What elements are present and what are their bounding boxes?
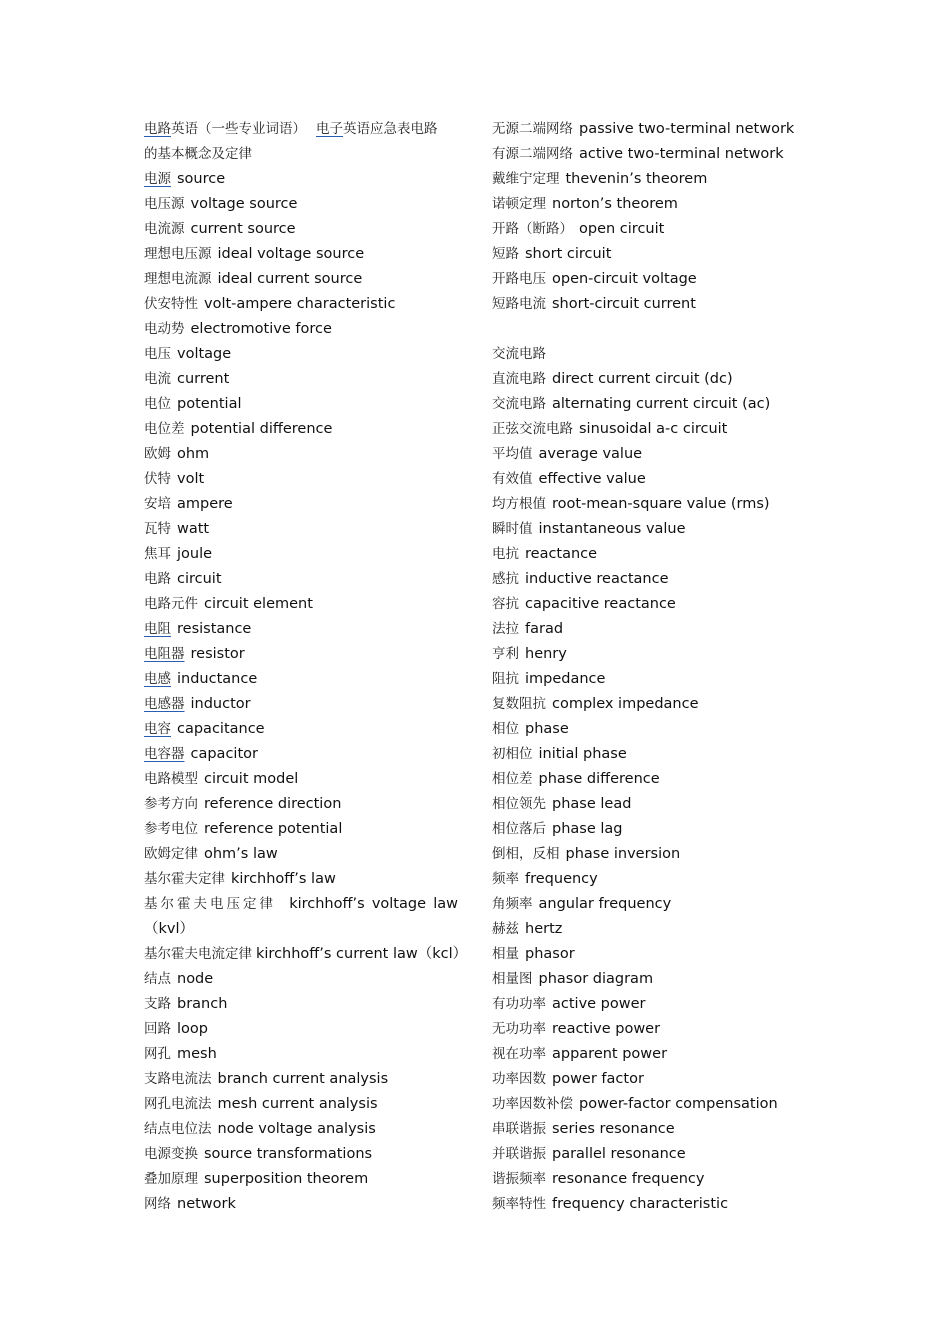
term-row <box>492 867 822 892</box>
term-zh: 阻抗 <box>492 671 519 687</box>
term-zh[interactable]: 电感器 <box>144 696 185 712</box>
term-zh: 谐振频率 <box>492 1171 546 1187</box>
term-en: kirchhoff’s current law（kcl） <box>256 946 468 962</box>
term-row <box>144 492 462 517</box>
term-en: node <box>177 971 214 987</box>
term-zh: 频率 <box>492 871 519 887</box>
term-zh[interactable]: 电阻器 <box>144 646 185 662</box>
term-en: potential difference <box>190 421 333 437</box>
term-en: watt <box>177 521 210 537</box>
term-zh: 理想电流源 <box>144 271 212 287</box>
term-zh: 短路 <box>492 246 519 262</box>
term-en: resistance <box>177 621 252 637</box>
term-row <box>492 717 822 742</box>
term-row <box>492 217 822 242</box>
term-zh: 开路（断路） <box>492 221 573 237</box>
term-row <box>492 1117 822 1142</box>
term-row <box>144 292 462 317</box>
term-row <box>492 917 822 942</box>
term-en: phasor <box>525 946 575 962</box>
term-en: active two-terminal network <box>579 146 784 162</box>
term-row <box>492 117 822 142</box>
term-row <box>144 242 462 267</box>
term-row <box>144 392 462 417</box>
term-zh: 伏安特性 <box>144 296 198 312</box>
term-zh: 初相位 <box>492 746 533 762</box>
term-row <box>144 642 462 667</box>
term-en: inductive reactance <box>525 571 669 587</box>
term-row <box>492 992 822 1017</box>
term-en: kirchhoff’s law <box>231 871 336 887</box>
term-en: phase inversion <box>565 846 681 862</box>
term-row <box>144 1192 462 1217</box>
term-en: electromotive force <box>190 321 332 337</box>
term-en: instantaneous value <box>538 521 686 537</box>
section-heading-text: 交流电路 <box>492 346 546 362</box>
term-row <box>492 667 822 692</box>
term-zh: 亨利 <box>492 646 519 662</box>
term-en: reference direction <box>204 796 342 812</box>
term-zh: 功率因数补偿 <box>492 1096 573 1112</box>
term-en: norton’s theorem <box>552 196 678 212</box>
term-row <box>492 492 822 517</box>
term-zh: 伏特 <box>144 471 171 487</box>
term-en: phase difference <box>538 771 660 787</box>
right-term-list <box>492 117 822 317</box>
term-zh: 平均值 <box>492 446 533 462</box>
term-en: angular frequency <box>538 896 672 912</box>
term-row <box>144 567 462 592</box>
term-en: voltage <box>177 346 232 362</box>
term-row <box>144 192 462 217</box>
term-en: impedance <box>525 671 606 687</box>
term-row <box>492 617 822 642</box>
term-en: open circuit <box>579 221 665 237</box>
term-row <box>492 242 822 267</box>
term-zh: 戴维宁定理 <box>492 171 560 187</box>
term-en: current source <box>190 221 296 237</box>
term-en: henry <box>525 646 567 662</box>
term-row <box>492 942 822 967</box>
term-zh: 相位 <box>492 721 519 737</box>
term-zh: 欧姆 <box>144 446 171 462</box>
term-row <box>144 592 462 617</box>
title-line-2 <box>144 142 462 167</box>
term-en: farad <box>525 621 564 637</box>
term-row <box>144 417 462 442</box>
title-continuation: 的基本概念及定律 <box>144 146 252 162</box>
term-row <box>492 542 822 567</box>
term-zh: 瓦特 <box>144 521 171 537</box>
term-row <box>492 167 822 192</box>
section-heading <box>492 342 822 367</box>
term-row <box>492 142 822 167</box>
term-row <box>492 692 822 717</box>
term-en: circuit model <box>204 771 299 787</box>
term-en: source transformations <box>204 1146 373 1162</box>
term-zh: 支路 <box>144 996 171 1012</box>
term-en: average value <box>538 446 643 462</box>
term-en: frequency characteristic <box>552 1196 729 1212</box>
term-row <box>144 742 462 767</box>
term-zh: 电路模型 <box>144 771 198 787</box>
term-zh: 相量图 <box>492 971 533 987</box>
term-row <box>144 1167 462 1192</box>
term-row <box>144 967 462 992</box>
term-zh: 赫兹 <box>492 921 519 937</box>
term-row <box>492 1092 822 1117</box>
term-en: complex impedance <box>552 696 699 712</box>
term-en: reference potential <box>204 821 343 837</box>
term-en: hertz <box>525 921 563 937</box>
term-zh[interactable]: 电容器 <box>144 746 185 762</box>
term-en: phasor diagram <box>538 971 654 987</box>
term-en: passive two-terminal network <box>579 121 795 137</box>
term-en: branch current analysis <box>217 1071 389 1087</box>
term-row <box>144 667 462 692</box>
term-zh: 串联谐振 <box>492 1121 546 1137</box>
term-en: frequency <box>525 871 598 887</box>
term-row <box>492 467 822 492</box>
term-row <box>144 442 462 467</box>
term-row <box>144 817 462 842</box>
term-en: reactive power <box>552 1021 661 1037</box>
term-zh: 结点 <box>144 971 171 987</box>
term-zh: 短路电流 <box>492 296 546 312</box>
term-en: kirchhoff’s <box>289 896 365 912</box>
term-row <box>492 192 822 217</box>
term-row <box>144 1067 462 1092</box>
term-en: ohm <box>177 446 210 462</box>
term-zh: 基尔霍夫电压定律 <box>144 896 276 912</box>
title-link-circuit[interactable]: 电路 <box>144 121 171 137</box>
term-kcl <box>144 942 468 967</box>
term-en: inductance <box>177 671 258 687</box>
right-term-list-2 <box>492 367 822 1217</box>
term-row <box>144 617 462 642</box>
title-text-2: 英语应急表电路 <box>343 121 438 137</box>
term-en: current <box>177 371 230 387</box>
term-row <box>492 1167 822 1192</box>
term-en: volt-ampere characteristic <box>204 296 396 312</box>
term-zh: 诺顿定理 <box>492 196 546 212</box>
term-zh: 电抗 <box>492 546 519 562</box>
term-row <box>492 442 822 467</box>
term-row <box>492 417 822 442</box>
term-en: law <box>433 896 458 912</box>
term-zh: 结点电位法 <box>144 1121 212 1137</box>
term-row <box>144 1092 462 1117</box>
term-row <box>144 467 462 492</box>
term-zh: 直流电路 <box>492 371 546 387</box>
term-en: thevenin’s theorem <box>565 171 708 187</box>
term-zh: 无源二端网络 <box>492 121 573 137</box>
term-zh: 正弦交流电路 <box>492 421 573 437</box>
term-en: ideal current source <box>217 271 363 287</box>
term-row <box>144 342 462 367</box>
term-en: mesh current analysis <box>217 1096 378 1112</box>
term-row <box>492 817 822 842</box>
term-en: phase lead <box>552 796 632 812</box>
term-row <box>144 717 462 742</box>
term-zh: 有源二端网络 <box>492 146 573 162</box>
term-zh: 容抗 <box>492 596 519 612</box>
term-en: short circuit <box>525 246 612 262</box>
term-en: reactance <box>525 546 598 562</box>
term-en: series resonance <box>552 1121 675 1137</box>
term-row <box>144 542 462 567</box>
term-row <box>144 367 462 392</box>
term-en: volt <box>177 471 205 487</box>
term-zh: 理想电压源 <box>144 246 212 262</box>
term-row <box>492 842 822 867</box>
term-zh: 相位落后 <box>492 821 546 837</box>
term-en: （kvl） <box>144 921 195 937</box>
term-row <box>144 1117 462 1142</box>
term-zh: 电位差 <box>144 421 185 437</box>
term-zh: 复数阻抗 <box>492 696 546 712</box>
term-row <box>144 1042 462 1067</box>
term-zh[interactable]: 电阻 <box>144 621 171 637</box>
term-row <box>492 967 822 992</box>
term-en: voltage source <box>190 196 298 212</box>
term-row <box>144 217 462 242</box>
term-en: capacitance <box>177 721 265 737</box>
term-en: ideal voltage source <box>217 246 365 262</box>
left-term-list <box>144 167 462 892</box>
term-row <box>492 292 822 317</box>
term-en: network <box>177 1196 236 1212</box>
term-zh: 无功功率 <box>492 1021 546 1037</box>
term-en: ohm’s law <box>204 846 278 862</box>
term-kvl <box>144 892 462 917</box>
title-line-1 <box>144 117 462 142</box>
term-en: superposition theorem <box>204 1171 369 1187</box>
term-en: loop <box>177 1021 208 1037</box>
term-en: capacitor <box>190 746 258 762</box>
term-en: mesh <box>177 1046 217 1062</box>
term-zh[interactable]: 电感 <box>144 671 171 687</box>
term-zh: 倒相，反相 <box>492 846 560 862</box>
term-row <box>144 842 462 867</box>
term-row <box>492 792 822 817</box>
term-row <box>492 567 822 592</box>
term-en: initial phase <box>538 746 627 762</box>
term-en: root-mean-square value (rms) <box>552 496 770 512</box>
term-zh: 相量 <box>492 946 519 962</box>
term-en: branch <box>177 996 228 1012</box>
term-row <box>144 1142 462 1167</box>
term-row <box>492 642 822 667</box>
term-en: phase <box>525 721 569 737</box>
term-row <box>144 317 462 342</box>
term-zh: 参考电位 <box>144 821 198 837</box>
term-row <box>492 267 822 292</box>
term-en: inductor <box>190 696 251 712</box>
term-en: power-factor compensation <box>579 1096 778 1112</box>
term-zh: 支路电流法 <box>144 1071 212 1087</box>
term-zh: 叠加原理 <box>144 1171 198 1187</box>
term-row <box>144 992 462 1017</box>
term-en: resonance frequency <box>552 1171 705 1187</box>
term-zh: 网孔电流法 <box>144 1096 212 1112</box>
term-zh: 频率特性 <box>492 1196 546 1212</box>
term-row <box>492 742 822 767</box>
term-row <box>492 392 822 417</box>
title-text: 英语（一些专业词语） <box>171 121 306 137</box>
term-zh: 电压源 <box>144 196 185 212</box>
term-row <box>492 592 822 617</box>
term-en: direct current circuit (dc) <box>552 371 733 387</box>
term-row <box>492 1017 822 1042</box>
term-zh[interactable]: 电容 <box>144 721 171 737</box>
term-en: apparent power <box>552 1046 668 1062</box>
term-zh: 视在功率 <box>492 1046 546 1062</box>
term-row <box>492 1142 822 1167</box>
term-row <box>144 792 462 817</box>
term-row <box>492 1067 822 1092</box>
term-zh: 角频率 <box>492 896 533 912</box>
term-zh: 电动势 <box>144 321 185 337</box>
term-en: potential <box>177 396 242 412</box>
term-row <box>492 1042 822 1067</box>
term-row <box>144 767 462 792</box>
term-zh: 网孔 <box>144 1046 171 1062</box>
right-column <box>492 117 822 1217</box>
term-zh: 安培 <box>144 496 171 512</box>
term-zh: 回路 <box>144 1021 171 1037</box>
term-zh: 瞬时值 <box>492 521 533 537</box>
term-zh: 法拉 <box>492 621 519 637</box>
spacer <box>492 317 822 342</box>
term-zh: 电源变换 <box>144 1146 198 1162</box>
term-zh: 电压 <box>144 346 171 362</box>
term-row <box>144 517 462 542</box>
term-row <box>492 367 822 392</box>
term-zh: 相位差 <box>492 771 533 787</box>
term-zh: 电路元件 <box>144 596 198 612</box>
term-en: alternating current circuit (ac) <box>552 396 771 412</box>
term-en: node voltage analysis <box>217 1121 376 1137</box>
term-row <box>144 692 462 717</box>
term-row <box>144 267 462 292</box>
term-row <box>144 1017 462 1042</box>
term-en: circuit <box>177 571 222 587</box>
term-zh: 电位 <box>144 396 171 412</box>
term-zh: 开路电压 <box>492 271 546 287</box>
term-row <box>492 517 822 542</box>
term-zh: 参考方向 <box>144 796 198 812</box>
term-en: active power <box>552 996 646 1012</box>
term-en: voltage <box>371 896 427 912</box>
term-zh: 基尔霍夫电流定律 <box>144 946 252 962</box>
term-zh: 网络 <box>144 1196 171 1212</box>
term-zh: 相位领先 <box>492 796 546 812</box>
term-row <box>492 1192 822 1217</box>
term-zh: 电流 <box>144 371 171 387</box>
term-row <box>492 892 822 917</box>
term-zh: 均方根值 <box>492 496 546 512</box>
term-en: joule <box>177 546 213 562</box>
term-zh: 并联谐振 <box>492 1146 546 1162</box>
term-en: parallel resonance <box>552 1146 686 1162</box>
term-en: phase lag <box>552 821 623 837</box>
term-zh: 焦耳 <box>144 546 171 562</box>
left-column <box>144 117 468 1217</box>
term-zh: 电流源 <box>144 221 185 237</box>
left-term-list-2 <box>144 967 462 1217</box>
term-zh: 有功功率 <box>492 996 546 1012</box>
term-zh: 感抗 <box>492 571 519 587</box>
term-zh: 欧姆定律 <box>144 846 198 862</box>
term-zh: 有效值 <box>492 471 533 487</box>
term-en: power factor <box>552 1071 644 1087</box>
term-zh: 交流电路 <box>492 396 546 412</box>
term-en: effective value <box>538 471 646 487</box>
term-en: short-circuit current <box>552 296 696 312</box>
term-en: open-circuit voltage <box>552 271 697 287</box>
term-zh: 电路 <box>144 571 171 587</box>
term-row <box>144 867 462 892</box>
term-en: source <box>177 171 226 187</box>
term-zh: 功率因数 <box>492 1071 546 1087</box>
term-en: ampere <box>177 496 233 512</box>
term-zh: 基尔霍夫定律 <box>144 871 225 887</box>
term-en: sinusoidal a-c circuit <box>579 421 728 437</box>
term-en: circuit element <box>204 596 313 612</box>
term-kvl-continued <box>144 917 462 942</box>
title-link-electronics[interactable]: 电子 <box>316 121 343 137</box>
term-en: resistor <box>190 646 245 662</box>
term-row <box>492 767 822 792</box>
term-en: capacitive reactance <box>525 596 676 612</box>
term-zh[interactable]: 电源 <box>144 171 171 187</box>
term-row <box>144 167 462 192</box>
